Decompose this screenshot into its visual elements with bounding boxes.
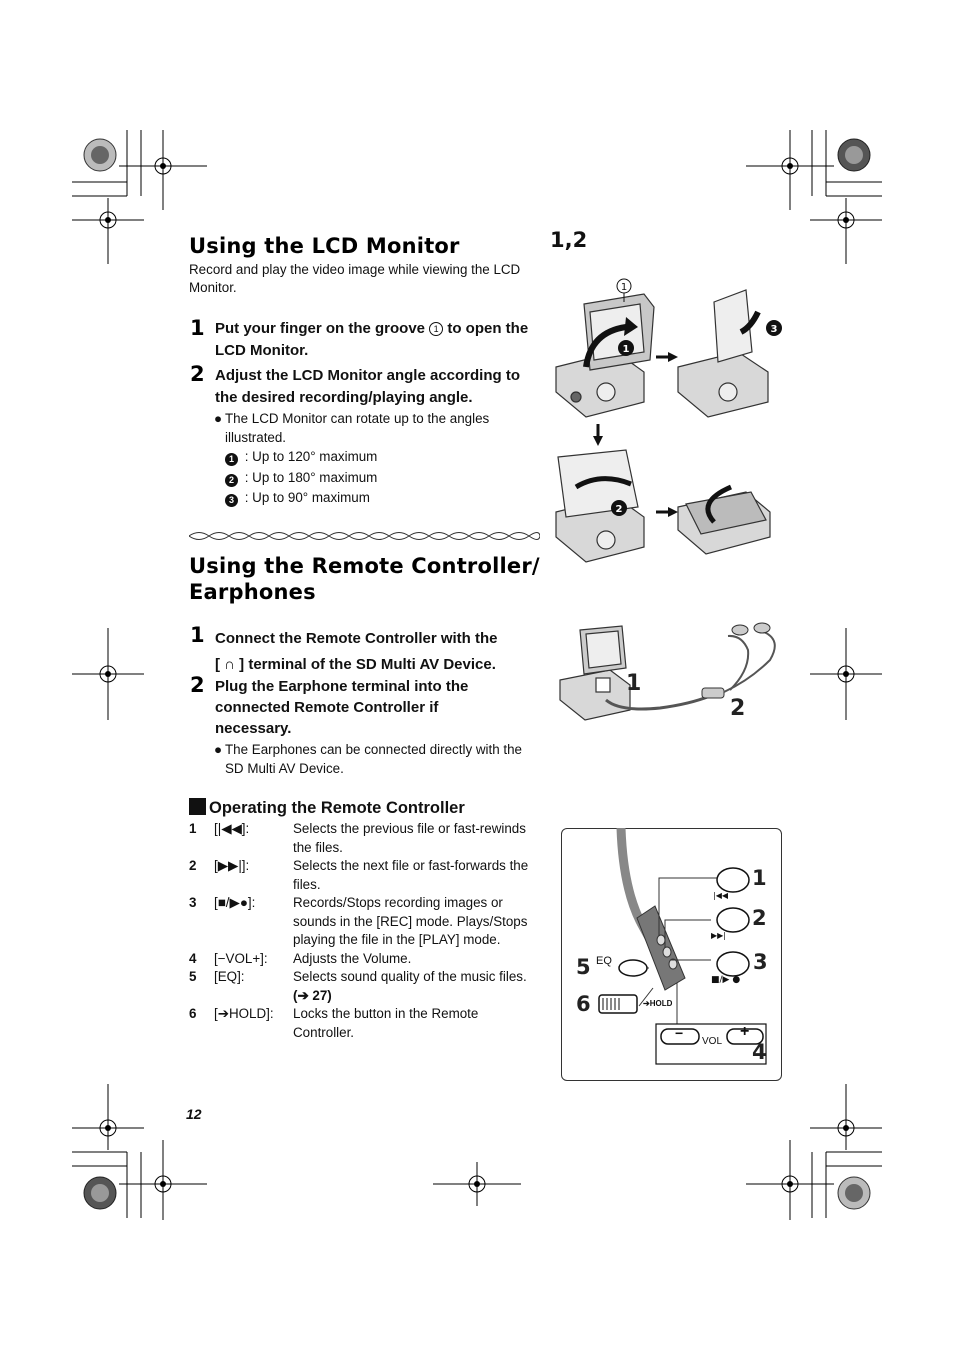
row-number: 2 [189, 858, 197, 873]
svg-text:■/▶ ●: ■/▶ ● [711, 975, 741, 985]
row-description: Selects the next file or fast-forwards the files. [293, 858, 529, 892]
bullet-icon: ● [214, 411, 223, 426]
row-number: 3 [189, 895, 197, 910]
lcd-note [214, 409, 534, 447]
remote-step-1-text [215, 626, 540, 678]
svg-text:3: 3 [770, 324, 778, 335]
angle-marker-3: 3 [225, 494, 238, 507]
section-divider [189, 527, 540, 545]
row-key: [■/▶●]: [214, 895, 256, 910]
remote-title-line-2: Earphones [189, 580, 316, 604]
lcd-figure-marker: 1 [620, 282, 628, 293]
earphone-figure-label-1: 1 [626, 671, 642, 696]
remote-note-text: The Earphones can be connected directly with the SD Multi AV Device. [225, 742, 523, 776]
row-description: Records/Stops recording images or sounds in the [REC] mode. Plays/Stops playing the file in the [PLAY] mode. [293, 895, 528, 947]
remote-vol-plus-label: + [740, 1023, 750, 1040]
row-key: [−VOL+]: [214, 950, 268, 966]
row-number: 1 [189, 821, 197, 836]
lcd-step-1-text-b: to open the LCD Monitor. [215, 320, 529, 359]
row-description: Adjusts the Volume. [293, 950, 412, 966]
operating-table [189, 820, 534, 1042]
angle-text-3: : Up to 90° maximum [241, 490, 370, 505]
svg-text:▶▶|: ▶▶| [711, 931, 726, 940]
remote-title-line-1: Using the Remote Controller/ [189, 554, 540, 578]
table-row [189, 894, 534, 950]
row-description [293, 968, 531, 1005]
remote-vol-minus-label: − [675, 1025, 684, 1041]
remote-fig-label-1: 1 [752, 866, 767, 890]
row-key: [▶▶|]: [214, 858, 250, 873]
angle-text-1: : Up to 120° maximum [241, 449, 378, 464]
row-key: [➔HOLD]: [214, 1006, 274, 1021]
row-key: [|◀◀]: [214, 821, 250, 836]
remote-section-title [189, 553, 540, 605]
page-reference: (➔ 27) [293, 987, 332, 1003]
groove-marker: 1 [429, 322, 443, 336]
remote-step-1-line-1: Connect the Remote Controller with the [215, 630, 498, 647]
svg-text:2: 2 [615, 504, 623, 515]
angle-item-2 [225, 468, 377, 487]
remote-note [214, 740, 534, 778]
table-row [189, 968, 534, 1005]
remote-step-1-line-2: [ ∩ ] terminal of the SD Multi AV Device. [215, 656, 496, 673]
angle-item-3 [225, 488, 370, 507]
angle-item-1 [225, 447, 377, 466]
lcd-step-1-text [215, 318, 540, 362]
remote-vol-label: VOL [702, 1036, 723, 1047]
earphone-connection-illustration [550, 620, 790, 730]
lcd-figure-label: 1,2 [550, 228, 588, 252]
operating-subhead [189, 798, 465, 818]
lcd-step-1-text-a: Put your finger on the groove [215, 320, 430, 337]
angle-marker-1: 1 [225, 453, 238, 466]
bullet-icon: ● [214, 742, 223, 757]
remote-fig-label-6: 6 [576, 992, 591, 1016]
row-number: 4 [189, 950, 197, 966]
remote-fig-label-2: 2 [752, 906, 767, 930]
table-row [189, 1005, 534, 1042]
lcd-rotation-illustration [546, 272, 786, 572]
remote-step-2-number: 2 [190, 673, 205, 697]
angle-marker-2: 2 [225, 474, 238, 487]
row-description: Selects the previous file or fast-rewinds the files. [293, 821, 526, 855]
table-row [189, 950, 534, 969]
remote-controller-illustration [561, 828, 780, 1079]
row-key: [EQ]: [214, 969, 245, 984]
remote-fig-label-3: 3 [753, 950, 768, 974]
lcd-step-1-number: 1 [190, 316, 205, 340]
angle-text-2: : Up to 180° maximum [241, 470, 378, 485]
row-number: 6 [189, 1006, 197, 1021]
operating-title: Operating the Remote Controller [209, 799, 465, 817]
earphone-figure-label-2: 2 [730, 696, 746, 721]
svg-text:1: 1 [622, 344, 630, 355]
table-row [189, 820, 534, 857]
row-description-text: Selects sound quality of the music files. [293, 969, 527, 984]
remote-hold-label: ➔HOLD [643, 999, 673, 1008]
svg-text:|◀◀: |◀◀ [713, 891, 728, 900]
remote-eq-label: EQ [596, 955, 612, 967]
lcd-step-2-number: 2 [190, 362, 205, 386]
row-number: 5 [189, 969, 197, 984]
remote-step-2-text: Plug the Earphone terminal into the connected Remote Controller if necessary. [215, 678, 469, 737]
table-row [189, 857, 534, 894]
lcd-note-text: The LCD Monitor can rotate up to the angles illustrated. [225, 411, 490, 445]
subhead-square-icon [189, 798, 206, 815]
page-number: 12 [186, 1106, 202, 1122]
lcd-section-title: Using the LCD Monitor [189, 234, 460, 258]
lcd-intro-text: Record and play the video image while viewing the LCD Monitor. [189, 262, 521, 295]
lcd-step-2-text: Adjust the LCD Monitor angle according to the desired recording/playing angle. [215, 367, 520, 406]
remote-fig-label-5: 5 [576, 955, 591, 979]
remote-step-1-number: 1 [190, 623, 205, 647]
row-description: Locks the button in the Remote Controller. [293, 1006, 479, 1040]
remote-fig-label-4: 4 [752, 1040, 767, 1064]
